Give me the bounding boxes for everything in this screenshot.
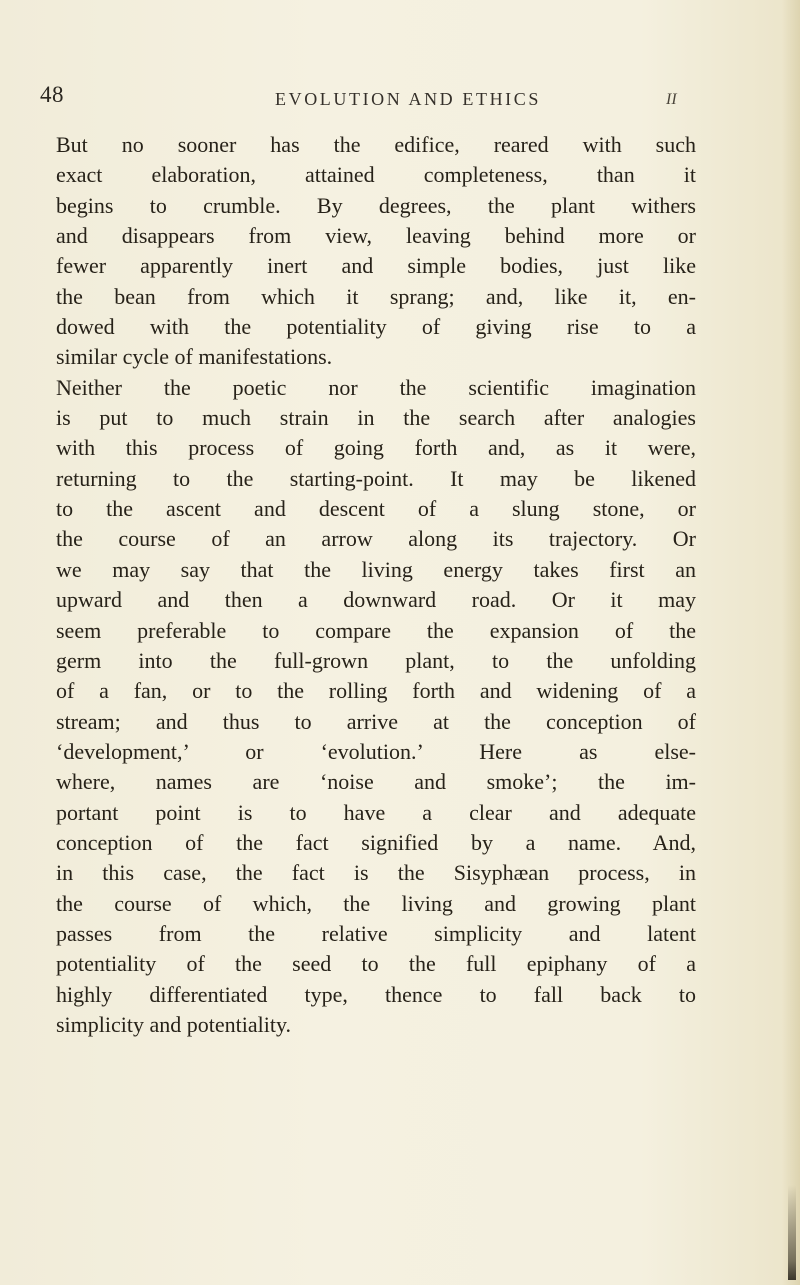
text-line: where, names are ‘noise and smoke’; the im- <box>56 769 696 795</box>
text-line: to the ascent and descent of a slung stone, or <box>56 496 696 522</box>
text-line: in this case, the fact is the Sisyphæan process, in <box>56 860 696 886</box>
text-line: ‘development,’ or ‘evolution.’ Here as else- <box>56 738 696 764</box>
text-line: returning to the starting-point. It may be likened <box>56 465 696 491</box>
text-line: seem preferable to compare the expansion of the <box>56 617 696 643</box>
text-line: upward and then a downward road. Or it may <box>56 587 696 613</box>
text-line: potentiality of the seed to the full epiphany of a <box>56 951 696 977</box>
text-line: with this process of going forth and, as it were, <box>56 435 696 461</box>
running-title: EVOLUTION AND ETHICS <box>275 89 541 109</box>
text-line: we may say that the living energy takes first an <box>56 556 696 582</box>
text-line: similar cycle of manifestations. <box>56 344 333 370</box>
page-number: 48 <box>40 82 64 107</box>
chapter-number: II <box>666 91 677 108</box>
text-line: highly differentiated type, thence to fall back to <box>56 981 696 1007</box>
text-line: exact elaboration, attained completeness, than it <box>56 162 696 188</box>
text-line: simplicity and potentiality. <box>56 1011 292 1037</box>
running-header <box>0 82 800 118</box>
text-line: dowed with the potentiality of giving rise to a <box>56 314 696 340</box>
text-line: passes from the relative simplicity and latent <box>56 920 696 946</box>
text-line: the bean from which it sprang; and, like it, en- <box>56 283 696 309</box>
text-line: germ into the full-grown plant, to the unfolding <box>56 647 696 673</box>
text-line: conception of the fact signified by a name. And, <box>56 829 696 855</box>
paragraph-2 <box>56 373 696 1041</box>
text-line: of a fan, or to the rolling forth and widening of a <box>56 678 696 704</box>
text-line: fewer apparently inert and simple bodies, just like <box>56 253 696 279</box>
page-edge-shadow <box>782 0 800 1285</box>
paragraph-1 <box>56 130 696 373</box>
text-line: begins to crumble. By degrees, the plant withers <box>56 192 696 218</box>
text-line: Neither the poetic nor the scientific imagination <box>56 374 696 400</box>
text-line: the course of which, the living and growing plant <box>56 890 696 916</box>
text-line: portant point is to have a clear and adequate <box>56 799 696 825</box>
text-line: But no sooner has the edifice, reared with such <box>56 132 696 157</box>
text-line: and disappears from view, leaving behind more or <box>56 223 696 249</box>
body-text <box>56 130 696 1040</box>
text-line: is put to much strain in the search after analogies <box>56 405 696 431</box>
text-line: the course of an arrow along its trajectory. Or <box>56 526 696 552</box>
text-line: stream; and thus to arrive at the conception of <box>56 708 696 734</box>
page-edge-mark <box>788 1185 796 1280</box>
